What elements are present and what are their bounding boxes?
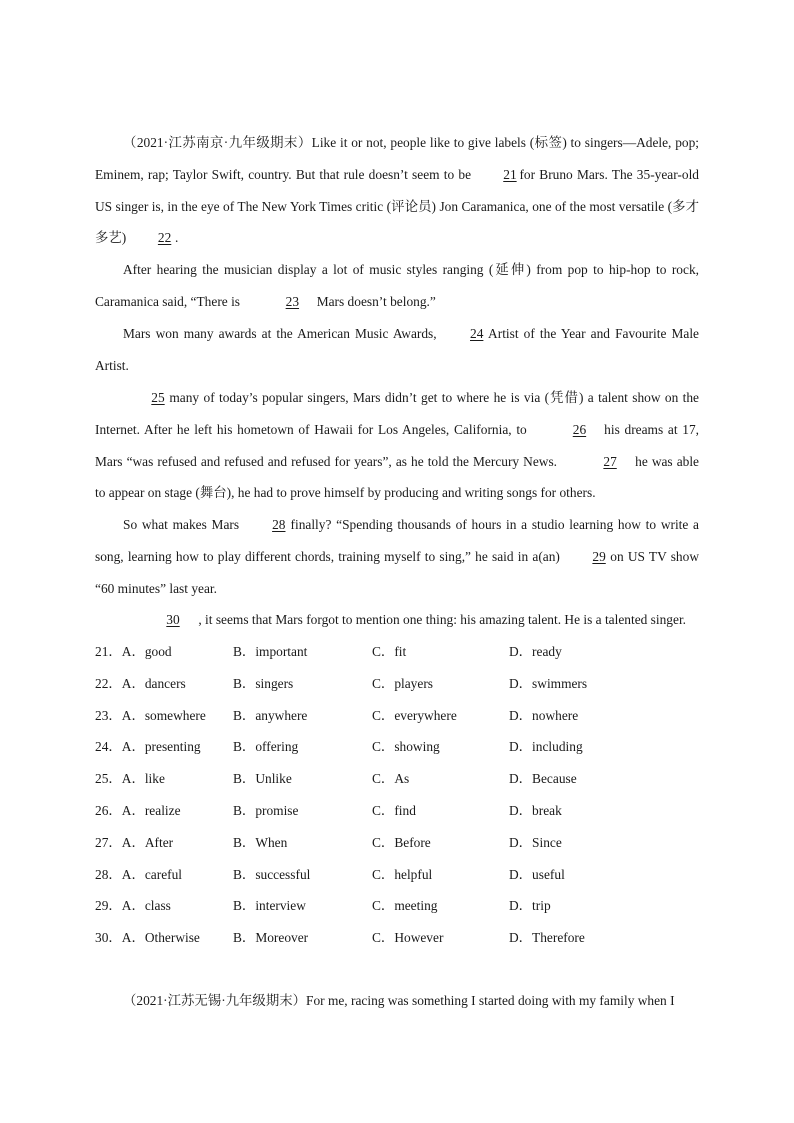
text-segment: So what makes Mars bbox=[123, 517, 244, 532]
passage1-source: （2021·江苏南京·九年级期末） bbox=[123, 135, 312, 150]
option-c[interactable]: C．Before bbox=[372, 834, 431, 850]
option-b[interactable]: B．Moreover bbox=[233, 930, 309, 946]
option-c[interactable]: C．everywhere bbox=[372, 707, 457, 723]
text-segment: for Bruno Mars. The 35-year-old US singer is, in the eye of The New York Times critic (评论员) Jon Caramanica, one of the most versatile (多才多艺) bbox=[95, 166, 699, 246]
passage2-text: For me, racing was something I started doing with my family when I bbox=[306, 993, 675, 1008]
text-segment: his dreams at 17, Mars “was refused and refused and refused for years”, as he told the Mercury News. bbox=[95, 421, 699, 469]
option-c[interactable]: C．As bbox=[372, 771, 410, 787]
option-b[interactable]: B．offering bbox=[233, 739, 299, 755]
passage1-paragraph-6 bbox=[95, 604, 699, 636]
text-segment: he was able to appear on stage (舞台), he had to prove himself by producing and writing songs for others. bbox=[95, 453, 700, 501]
option-b[interactable]: B．When bbox=[233, 834, 288, 850]
option-d[interactable]: D．Therefore bbox=[509, 930, 585, 946]
option-d[interactable]: D．ready bbox=[509, 644, 562, 659]
question-options-30 bbox=[95, 924, 715, 956]
option-a[interactable]: 28．A．careful bbox=[95, 866, 183, 882]
question-options-26 bbox=[95, 797, 715, 829]
option-c[interactable]: C．fit bbox=[372, 644, 407, 659]
text-segment: Mars won many awards at the American Music Awards, bbox=[123, 326, 442, 341]
text-segment: finally? “Spending thousands of hours in a studio learning how to write a song, learning how to play different chords, training myself to sing,” he said in a(an) bbox=[95, 517, 699, 564]
passage1-paragraph-1 bbox=[95, 127, 699, 254]
blank-21[interactable]: 21 bbox=[503, 166, 517, 182]
option-b[interactable]: B．promise bbox=[233, 802, 299, 818]
question-options-29 bbox=[95, 892, 715, 924]
blank-24[interactable]: 24 bbox=[470, 326, 484, 341]
option-a[interactable]: 29．A．class bbox=[95, 898, 171, 914]
option-d[interactable]: D．swimmers bbox=[509, 675, 588, 691]
text-segment: , it seems that Mars forgot to mention one thing: his amazing talent. He is a talented singer. bbox=[195, 612, 687, 627]
option-a[interactable]: 23．A．somewhere bbox=[95, 707, 206, 723]
option-c[interactable]: C．find bbox=[372, 802, 416, 818]
option-d[interactable]: D．useful bbox=[509, 866, 565, 882]
blank-26[interactable]: 26 bbox=[572, 421, 587, 437]
option-d[interactable]: D．including bbox=[509, 739, 583, 755]
option-d[interactable]: D．trip bbox=[509, 898, 551, 914]
option-a[interactable]: 21．A．good bbox=[95, 644, 172, 659]
text-segment: Mars doesn’t belong.” bbox=[313, 293, 436, 309]
option-d[interactable]: D．Because bbox=[509, 771, 577, 787]
option-b[interactable]: B．interview bbox=[233, 898, 306, 914]
question-options-28 bbox=[95, 861, 715, 893]
passage2-paragraph-1 bbox=[95, 985, 699, 1017]
text-segment: Like it or not, people like to give labels (标签) to singers—Adele, pop; Eminem, rap; Taylor Swift, country. But that rule doesn’t seem to be bbox=[95, 135, 699, 182]
text-segment: . bbox=[171, 230, 179, 246]
option-c[interactable]: C．helpful bbox=[372, 866, 433, 882]
option-c[interactable]: C．However bbox=[372, 930, 444, 946]
passage2-source: （2021·江苏无锡·九年级期末） bbox=[123, 993, 306, 1008]
answer-options bbox=[95, 638, 715, 956]
question-options-23 bbox=[95, 702, 715, 734]
question-options-24 bbox=[95, 733, 715, 765]
passage1-paragraph-3 bbox=[95, 318, 699, 382]
passage1-paragraph-5 bbox=[95, 509, 699, 604]
blank-22[interactable]: 22 bbox=[157, 230, 172, 246]
question-options-22 bbox=[95, 670, 715, 702]
blank-23[interactable]: 23 bbox=[285, 293, 300, 309]
text-segment: Artist of the Year and Favourite Male Artist. bbox=[95, 326, 699, 373]
option-a[interactable]: 22．A．dancers bbox=[95, 675, 186, 691]
option-c[interactable]: C．players bbox=[372, 675, 433, 691]
blank-25[interactable]: 25 bbox=[151, 390, 165, 405]
blank-30[interactable]: 30 bbox=[166, 612, 180, 627]
option-a[interactable]: 24．A．presenting bbox=[95, 739, 201, 755]
question-options-25 bbox=[95, 765, 715, 797]
option-d[interactable]: D．nowhere bbox=[509, 707, 579, 723]
option-b[interactable]: B．Unlike bbox=[233, 771, 292, 787]
text-segment: many of today’s popular singers, Mars didn’t get to where he is via (凭借) a talent show on the Internet. After he left his hometown of Hawaii for Los Angeles, California, to bbox=[95, 390, 699, 437]
option-a[interactable]: 30．A．Otherwise bbox=[95, 930, 200, 946]
option-b[interactable]: B．anywhere bbox=[233, 707, 308, 723]
option-a[interactable]: 25．A．like bbox=[95, 771, 165, 787]
text-segment: After hearing the musician display a lot of music styles ranging (延伸) from pop to hip-hop to rock, Caramanica said, “There is bbox=[95, 262, 699, 309]
option-b[interactable]: B．singers bbox=[233, 675, 294, 691]
blank-29[interactable]: 29 bbox=[592, 548, 606, 564]
passage1-paragraph-4 bbox=[95, 382, 699, 509]
question-options-21 bbox=[95, 638, 715, 670]
option-b[interactable]: B．important bbox=[233, 644, 308, 659]
question-options-27 bbox=[95, 829, 715, 861]
option-a[interactable]: 27．A．After bbox=[95, 834, 174, 850]
passage1-paragraph-2 bbox=[95, 254, 699, 318]
option-b[interactable]: B．successful bbox=[233, 866, 311, 882]
option-a[interactable]: 26．A．realize bbox=[95, 802, 181, 818]
option-c[interactable]: C．showing bbox=[372, 739, 440, 755]
text-segment: on US TV show “60 minutes” last year. bbox=[95, 548, 699, 596]
blank-27[interactable]: 27 bbox=[603, 453, 617, 469]
option-d[interactable]: D．Since bbox=[509, 834, 562, 850]
option-c[interactable]: C．meeting bbox=[372, 898, 438, 914]
blank-28[interactable]: 28 bbox=[272, 517, 286, 532]
option-d[interactable]: D．break bbox=[509, 802, 562, 818]
